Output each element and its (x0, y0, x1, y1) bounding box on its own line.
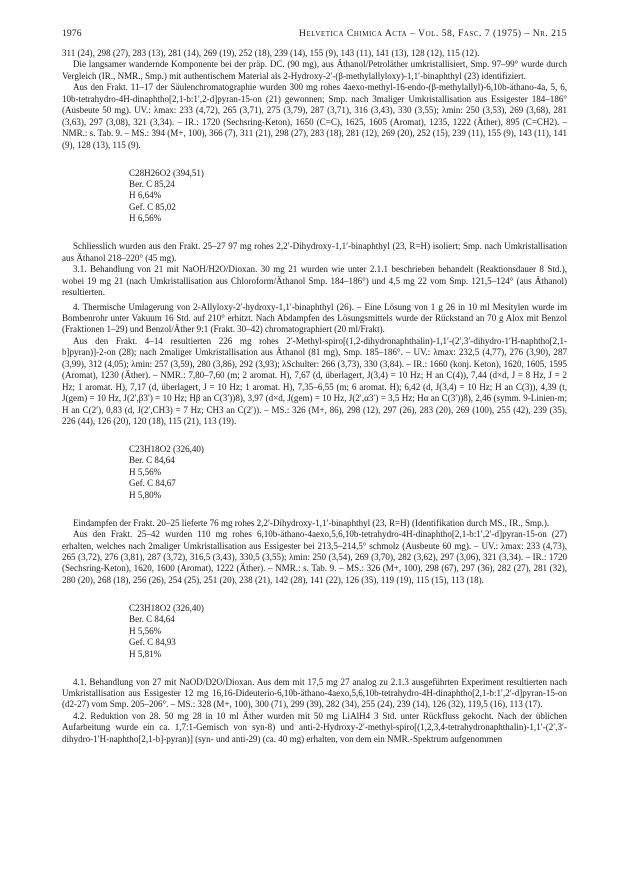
found-h: H 6,56% (129, 213, 162, 224)
paragraph-compound-28: Aus den Frakt. 4–14 resultierten 226 mg rohes 2′-Methyl-spiro[(1,2-dihydronaphthalin)-1,1′-(2′,3′-dihydro-1′H-naphtho[2,1-b]pyran)]-2-on (28); nach 2maliger Umkristallisation aus Äthanol (81 mg), Smp. 185–186°. – UV.: λmax: 232,5 (4,77), 276 (3,90), 287 (3,99), 312 (4,05); λmin: 257 (3,59), 280 (3,86), 292 (3,93); λSchulter: 266 (3,73), 330 (3,84). – IR.: 1660 (konj. Keton), 1620, 1605, 1595 (Aromat), 1230 (Äther). – NMR.: 7,80–7,60 (m; 2 aromat. H), 7,67 (d, überlagert, J(3,4) = 10 Hz; H an C(4)), 7,44 (d×d, J = 8 Hz, J = 2 Hz; 1 aromat. H), 7,17 (d, überlagert, J = 10 Hz; 1 aromat. H), 7,35–6,55 (m; 6 aromat. H); 6,42 (d, J(3,4) = 10 Hz; H an C(3)), 4,39 (t, J(gem) = 10 Hz, J(2′,β3′) = 10 Hz; Hβ an C(3′))8), 3,97 (d×d, J(gem) = 10 Hz, J(2′,α3′) = 3,5 Hz; Hα an C(3′))8), 2,46 (symm. 9-Linien-m; H an C(2′), 0,83 (d, J(2′,CH3) = 7 Hz; CH3 an C(2′)). – MS.: 326 (M+, 86), 298 (12), 297 (26), 283 (20), 269 (100), 255 (42), 239 (35), 226 (44), 126 (20), 120 (18), 115 (21), 113 (19). (62, 335, 567, 427)
paragraph-slower-component: Die langsamer wandernde Komponente bei der präp. DC. (90 mg), aus Äthanol/Petroläther umkristallisiert, Smp. 97–99° wurde durch Vergleich (IR., NMR., Smp.) mit authentischem Material als 2-Hydroxy-2′-(β-methylallyloxy)-1,1′-binaphthyl (23) identifiziert. (62, 59, 567, 81)
running-header (62, 28, 567, 43)
paragraph-section-3-1: 3.1. Behandlung von 21 mit NaOH/H2O/Dioxan. 30 mg 21 wurden wie unter 2.1.1 beschrieben behandelt (Reaktionsdauer 8 Std.), wobei 19 mg 21 (nach Umkristallisation aus Chloroform/Äthanol Smp. 184–186°) und 4,5 mg 22 vom Smp. 121,5–124° (aus Äthanol) resultierten. (62, 264, 567, 298)
page-number: 1976 (62, 28, 82, 39)
paragraph-section-4: 4. Thermische Umlagerung von 2-Allyloxy-2′-hydroxy-1,1′-binaphthyl (26). – Eine Lösung von 1 g 26 in 10 ml Mesitylen wurde im Bombenrohr unter Vakuum 16 Std. auf 210° erhitzt. Nach Abdampfen des Lösungsmittels wurde der Rückstand an 70 g Alox mit Benzol (Fraktionen 1–29) und Benzol/Äther 9:1 (Frakt. 30–42) chromatographiert (20 ml/Frakt). (62, 301, 567, 335)
paragraph-compound-21: Aus den Frakt. 11–17 der Säulenchromatographie wurden 300 mg rohes 4aexo-methyl-16-endo-(β-methylallyl)-6,10b-äthano-4a, 5, 6, 10b-tetrahydro-4H-dinaphtho[2,1-b:1′,2-d]pyran-15-on (21) gewonnen; Smp. nach 3maliger Umkristallisation aus Essigester 184–186° (Ausbeute 50 mg). UV.: λmax: 233 (4,72), 265 (3,71), 275 (3,79), 287 (3,71), 316 (3,43), 330 (3,55); λmin: 250 (3,53), 269 (3,68), 281 (3,63), 297 (3,08), 321 (3,34). – IR.: 1720 (Sechsring-Keton), 1650 (C=C), 1625, 1605 (Aromat), 1235, 1222 (Äther), 895 (C=CH2). – NMR.: s. Tab. 9. – MS.: 394 (M+, 100), 366 (7), 311 (21), 298 (27), 283 (18), 281 (12), 269 (20), 252 (15), 239 (11), 155 (9), 143 (11), 141 (9), 128 (13), 115 (9). (62, 82, 567, 150)
paper-page (62, 28, 567, 745)
elemental-analysis-3 (120, 591, 567, 671)
calc-h: H 5,56% (129, 625, 162, 636)
paragraph-fractions-25-27: Schliesslich wurden aus den Frakt. 25–27 97 mg rohes 2,2′-Dihydroxy-1,1′-binaphthyl (23, R=H) isoliert; Smp. nach Umkristallisation aus Äthanol 218–220° (45 mg). (62, 241, 567, 263)
calc-h: H 6,64% (129, 190, 162, 201)
paragraph-ms-continuation: 311 (24), 298 (27), 283 (13), 281 (14), 269 (19), 252 (18), 239 (14), 155 (9), 143 (11), 141 (13), 128 (12), 115 (12). (62, 48, 480, 58)
elemental-analysis-1 (120, 156, 567, 236)
journal-citation: Helvetica Chimica Acta – Vol. 58, Fasc. 7 (1975) – Nr. 215 (299, 28, 567, 39)
found-c: Gef. C 84,67 (129, 478, 176, 489)
paragraph-compound-27: Aus den Frakt. 25–42 wurden 110 mg rohes 6,10b-äthano-4aexo,5,6,10b-tetrahydro-4H-dinaphtho[2,1-b:1′,2′-d]pyran-15-on (27) erhalten, welches nach 2maliger Umkristallisation aus Essigester bei 213,5–214,5° schmolz (Ausbeute 60 mg). – UV.: λmax: 233 (4,73), 265 (3,72), 276 (3,81), 287 (3,72), 316,5 (3,43), 330,5 (3,55); λmin: 250 (3,54), 269 (3,70), 282 (3,62), 297 (3,06), 321 (3,34). – IR.: 1720 (Sechsring-Keton), 1620, 1600 (Aromat), 1222 (Äther). – NMR.: s. Tab. 9. – MS.: 326 (M+, 100), 298 (67), 297 (36), 282 (27), 281 (32), 280 (20), 268 (18), 256 (26), 254 (25), 251 (20), 238 (21), 142 (28), 141 (22), 126 (35), 119 (19), 115 (15), 113 (18). (62, 529, 567, 585)
found-h: H 5,80% (129, 489, 162, 500)
formula-text: C28H26O2 (394,51) (129, 167, 204, 178)
calc-c: Ber. C 84,64 (129, 455, 175, 466)
found-h: H 5,81% (129, 648, 162, 659)
elemental-analysis-2 (120, 433, 567, 513)
calc-h: H 5,56% (129, 466, 162, 477)
formula-text: C23H18O2 (326,40) (129, 443, 204, 454)
found-c: Gef. C 85,02 (129, 201, 176, 212)
paragraph-section-4-2: 4.2. Reduktion von 28. 50 mg 28 in 10 ml Äther wurden mit 50 mg LiAlH4 3 Std. unter Rückfluss gekocht. Nach der üblichen Aufarbeitung wurde ein ca. 1,7:1-Gemisch von syn-8) und anti-2-Hydroxy-2′-methyl-spiro[(1,2,3,4-tetrahydronaphthalin)-1,1′-(2′,3′-dihydro-1′H-naphtho[2,1-b]-pyran)] (syn- und anti-29) (ca. 40 mg) erhalten, von dem ein NMR.-Spektrum aufgenommen (62, 710, 567, 744)
found-c: Gef. C 84,93 (129, 637, 176, 648)
paragraph-section-4-1: 4.1. Behandlung von 27 mit NaOD/D2O/Dioxan. Aus dem mit 17,5 mg 27 analog zu 2.1.3 ausgeführten Experiment resultierten nach Umkristallisation aus Essigester 12 mg 16,16-Dideuterio-6,10b-äthano-4aexo,5,6,10b-tetrahydro-4H-dinaphtho[2,1-b:1′,2′-d]pyran-15-on (d2-27) vom Smp. 205–206°. – MS.: 328 (M+, 100), 300 (71), 299 (39), 282 (34), 255 (24), 239 (14), 126 (32), 119,5 (16), 113 (17). (62, 676, 567, 710)
calc-c: Ber. C 85,24 (129, 178, 175, 189)
paragraph-fractions-20-25: Eindampfen der Frakt. 20–25 lieferte 76 mg rohes 2,2′-Dihydroxy-1,1′-binaphthyl (23, R=H) (Identifikation durch MS., IR., Smp.). (73, 517, 550, 528)
formula-text: C23H18O2 (326,40) (129, 602, 204, 613)
calc-c: Ber. C 84,64 (129, 614, 175, 625)
